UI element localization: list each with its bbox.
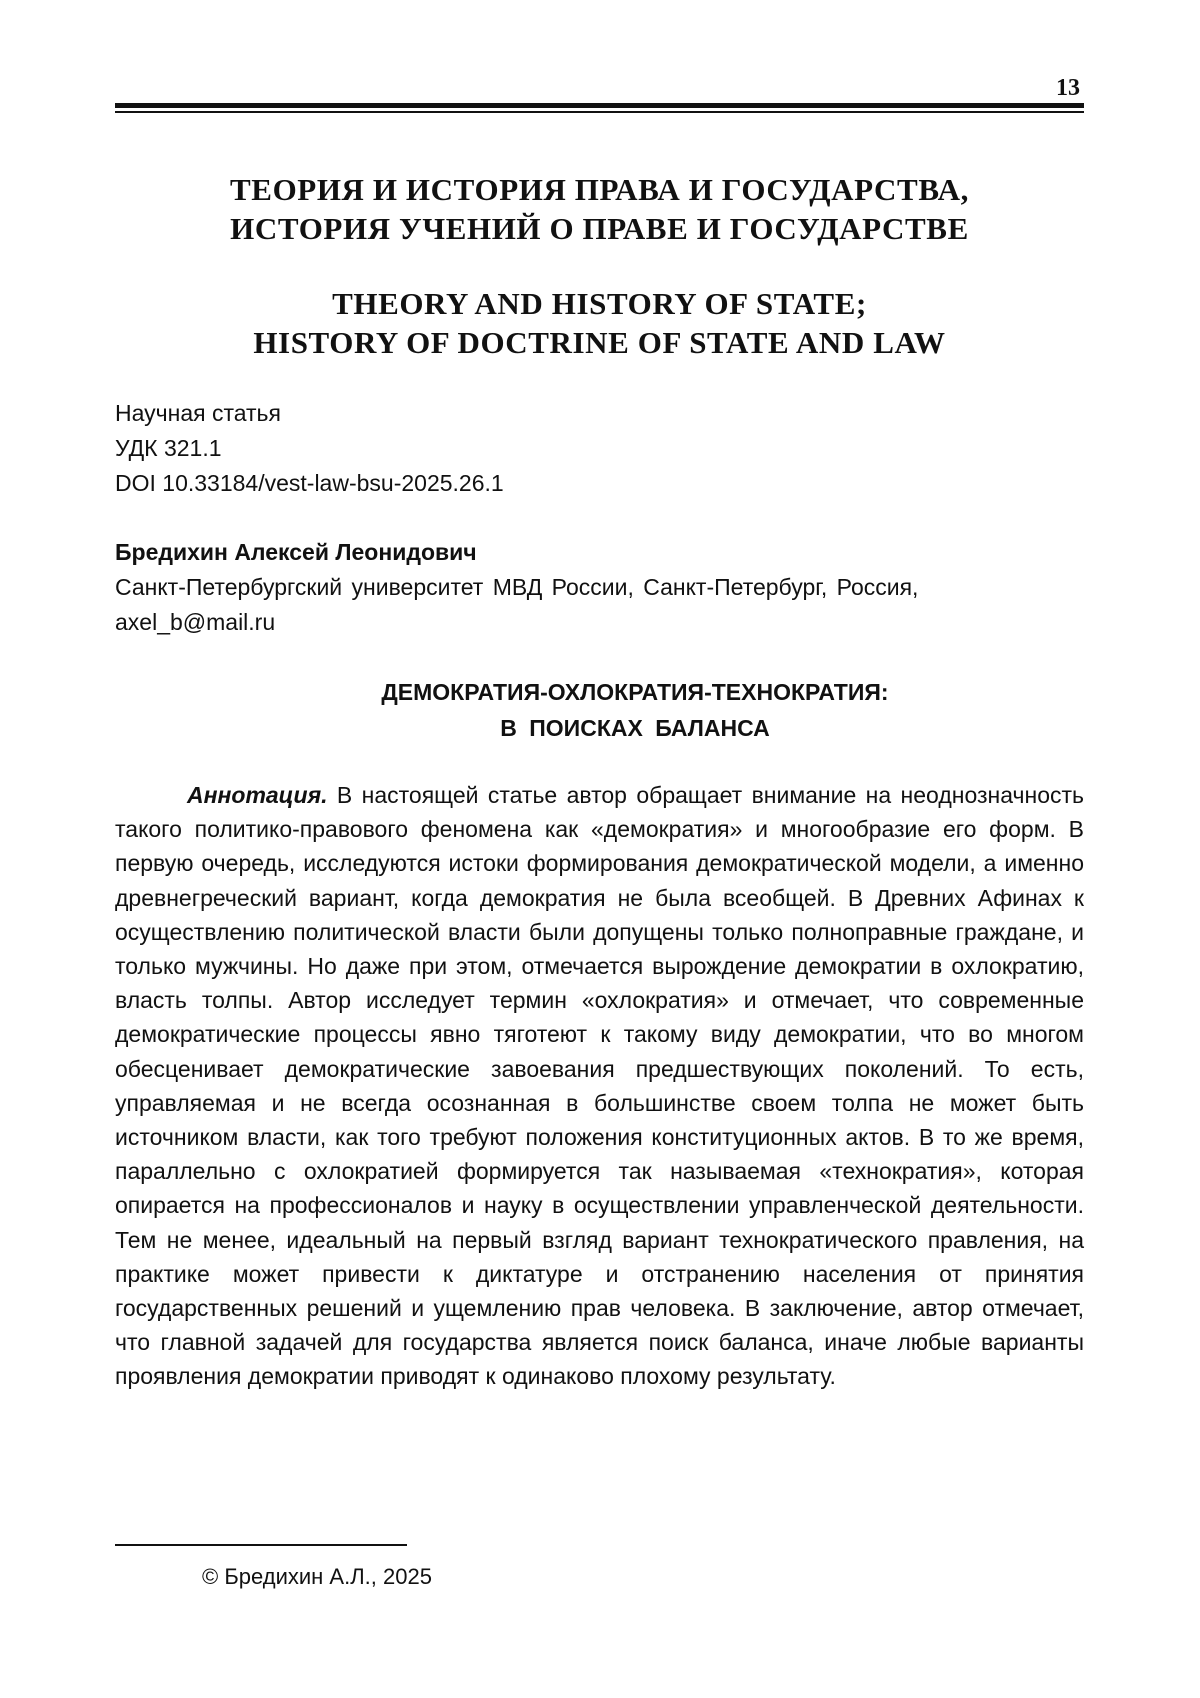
- article-type: Научная статья: [115, 400, 281, 426]
- author-block: [115, 535, 1084, 640]
- page-number: 13: [1056, 75, 1080, 101]
- section-title-en-line-1: THEORY AND HISTORY OF STATE;: [332, 286, 867, 321]
- abstract: [115, 778, 1084, 1394]
- article-meta: [115, 396, 1084, 501]
- article-title-line-1: ДЕМОКРАТИЯ-ОХЛОКРАТИЯ-ТЕХНОКРАТИЯ:: [381, 679, 889, 705]
- author-email: axel_b@mail.ru: [115, 609, 276, 635]
- abstract-label: Аннотация.: [187, 782, 328, 808]
- section-title-ru-line-1: ТЕОРИЯ И ИСТОРИЯ ПРАВА И ГОСУДАРСТВА,: [230, 172, 969, 207]
- article-title-line-2: В ПОИСКАХ БАЛАНСА: [500, 715, 770, 741]
- section-title-ru: [115, 170, 1084, 248]
- doi: DOI 10.33184/vest-law-bsu-2025.26.1: [115, 470, 504, 496]
- section-title-en-line-2: HISTORY OF DOCTRINE OF STATE AND LAW: [253, 325, 946, 360]
- header-rule-thick: [115, 103, 1084, 108]
- header-rule-thin: [115, 111, 1084, 113]
- abstract-text: В настоящей статье автор обращает внимание на неоднозначность такого политико-правового феномена как «демократия» и многообразие его форм. В первую очередь, исследуются истоки формирования демократической модели, а именно древнегреческий вариант, когда демократия не была всеобщей. В Древних Афинах к осуществлению политической власти были допущены только полноправные граждане, и только мужчины. Но даже при этом, отмечается вырождение демократии в охлократию, власть толпы. Автор исследует термин «охлократия» и отмечает, что современные демократические процессы явно тяготеют к такому виду демократии, что во многом обесценивает демократические завоевания предшествующих поколений. То есть, управляемая и не всегда осознанная в большинстве своем толпа не может быть источником власти, как того требуют положения конституционных актов. В то же время, параллельно с охлократией формируется так называемая «технократия», которая опирается на профессионалов и науку в осуществлении управленческой деятельности. Тем не менее, идеальный на первый взгляд вариант технократического правления, на практике может привести к диктатуре и отстранению населения от принятия государственных решений и ущемлению прав человека. В заключение, автор отмечает, что главной задачей для государства является поиск баланса, иначе любые варианты проявления демократии приводят к одинаково плохому результату.: [115, 782, 1084, 1390]
- author-affiliation: Санкт-Петербургский университет МВД России, Санкт-Петербург, Россия,: [115, 574, 919, 600]
- udc-code: УДК 321.1: [115, 435, 222, 461]
- footnote-rule: [115, 1544, 407, 1546]
- author-name: Бредихин Алексей Леонидович: [115, 539, 477, 565]
- section-title-en: [115, 284, 1084, 362]
- article-title: [115, 674, 1155, 746]
- copyright-footnote: © Бредихин А.Л., 2025: [202, 1564, 432, 1589]
- section-title-ru-line-2: ИСТОРИЯ УЧЕНИЙ О ПРАВЕ И ГОСУДАРСТВЕ: [230, 211, 969, 246]
